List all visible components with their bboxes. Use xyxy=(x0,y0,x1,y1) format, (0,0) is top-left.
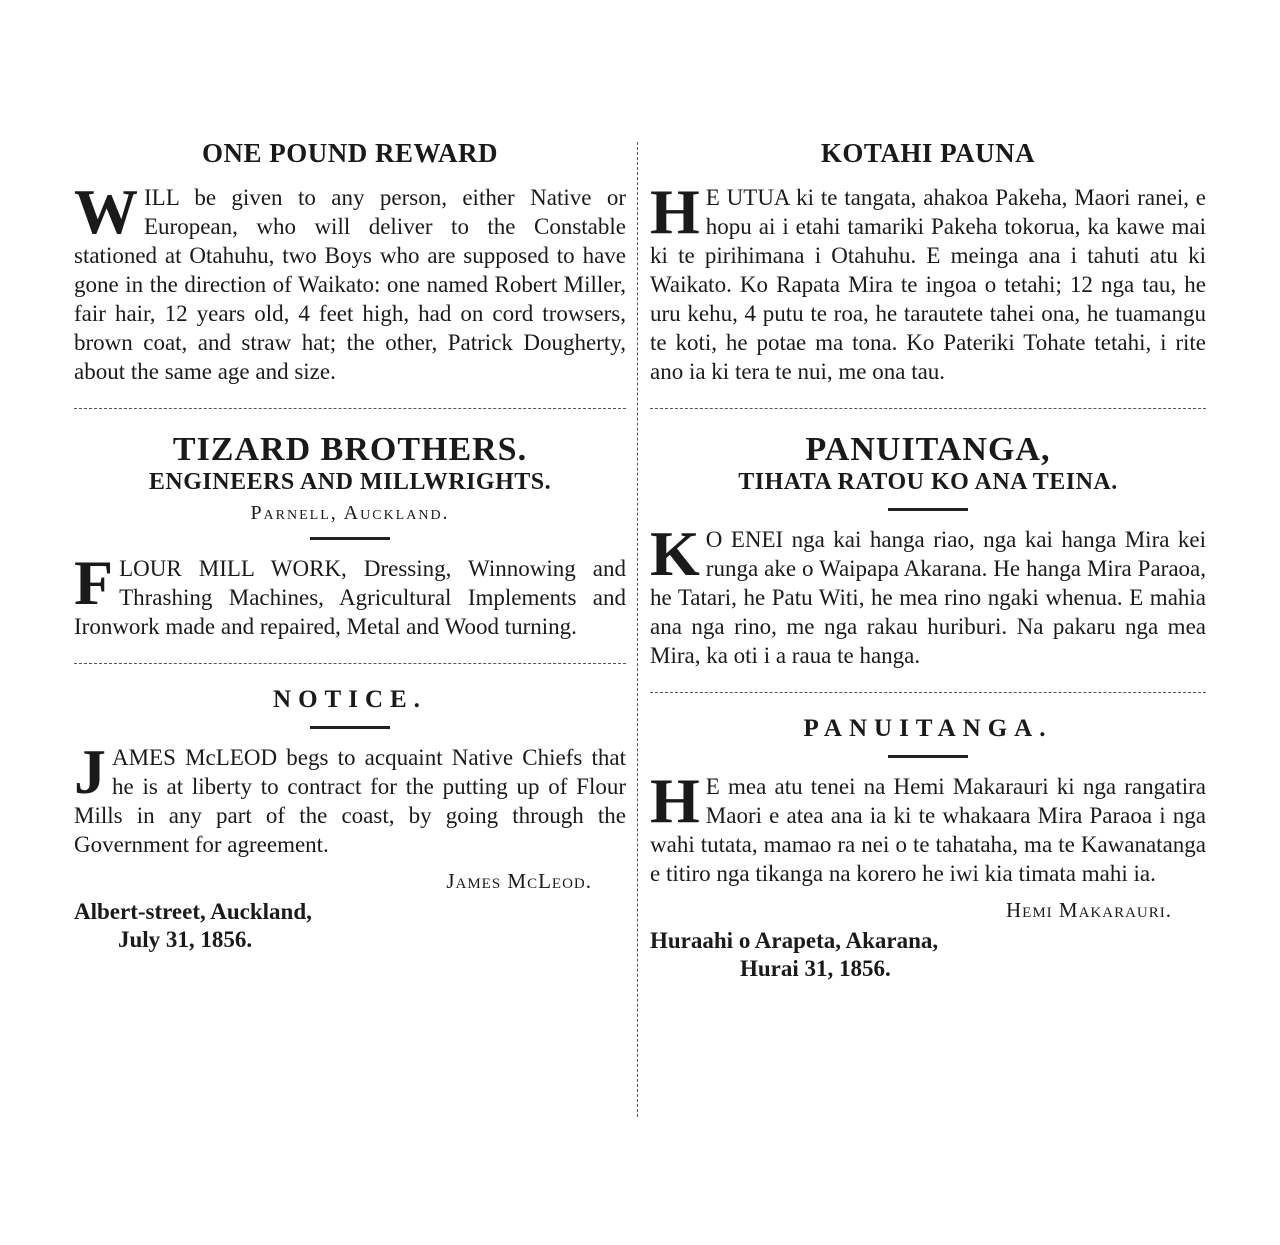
tizard-place: Parnell, Auckland. xyxy=(250,502,450,524)
reward-notice xyxy=(74,138,626,386)
section-divider xyxy=(74,408,626,409)
pauna-title: KOTAHI PAUNA xyxy=(820,138,1036,168)
short-rule xyxy=(888,508,968,511)
reward-title: ONE POUND REWARD xyxy=(201,138,498,168)
mcleod-notice xyxy=(74,686,626,954)
panuitanga-hemi xyxy=(650,715,1206,983)
panuitanga-tihata-subtitle: TIHATA RATOU KO ANA TEINA. xyxy=(738,469,1118,495)
panuitanga-hemi-title: PANUITANGA. xyxy=(803,715,1053,742)
section-divider xyxy=(74,663,626,664)
tizard-body: FLOUR MILL WORK, Dressing, Winnowing and Thrashing Machines, Agricultural Implements and Ironwork made and repaired, Metal and Wood turning. xyxy=(74,547,626,639)
panuitanga-tihata xyxy=(650,431,1206,670)
notice-signature: James McLeod. xyxy=(446,869,592,893)
left-column xyxy=(74,138,626,954)
short-rule xyxy=(310,537,390,540)
pauna-body: HE UTUA ki te tangata, ahakoa Pakeha, Maori ranei, e hopu ai i etahi tamariki Pakeha tokorua, ka kawe mai ki te pirihimana i Otahuhu. E meinga ana i tahuti atu ki Waikato. Ko Rapata Mira te ingoa o tetahi; 12 nga tau, he uru kehu, 4 putu te roa, he tarautete tahei ona, he tuamangu te koti, he potae ma tona. Ko Pateriki Tohate tetahi, i rite ano ia ki tera te nui, me ona tau. xyxy=(650,176,1206,384)
section-divider xyxy=(650,692,1206,693)
short-rule xyxy=(310,726,390,729)
tizard-title: TIZARD BROTHERS. xyxy=(172,431,528,468)
panuitanga-tihata-title: PANUITANGA, xyxy=(805,431,1051,468)
short-rule xyxy=(888,755,968,758)
right-column xyxy=(650,138,1206,983)
notice-address: Albert-street, Auckland, xyxy=(74,899,312,924)
tizard-subtitle: ENGINEERS AND MILLWRIGHTS. xyxy=(148,469,552,495)
column-divider xyxy=(637,142,638,1117)
reward-body: WILL be given to any person, either Native or European, who will deliver to the Constable stationed at Otahuhu, two Boys who are supposed to have gone in the direction of Waikato: one named Robert Miller, fair hair, 12 years old, 4 feet high, had on cord trowsers, brown coat, and straw hat; the other, Patrick Dougherty, about the same age and size. xyxy=(74,176,626,384)
tizard-advertisement xyxy=(74,431,626,641)
panuitanga-hemi-body: HE mea atu tenei na Hemi Makarauri ki nga rangatira Maori e atea ana ia ki te whakaara Mira Paraoa i nga wahi tutata, mamao ra nei o te tahataha, ma te Kawanatanga e titiro nga tikanga na korero he iwi kia timata mahi ia. xyxy=(650,765,1206,886)
panuitanga-hemi-signature: Hemi Makarauri. xyxy=(1005,898,1172,922)
notice-date: July 31, 1856. xyxy=(118,927,253,952)
notice-title: NOTICE. xyxy=(273,686,427,713)
panuitanga-tihata-body: KO ENEI nga kai hanga riao, nga kai hanga Mira kei runga ake o Waipapa Akarana. He hanga Mira Paraoa, he Tatari, he Patu Witi, he mea rino ngaki whenua. E mahia ana nga rino, me nga rakau huriburi. Na pakaru nga mea Mira, ka oti i a raua te hanga. xyxy=(650,518,1206,668)
pauna-notice xyxy=(650,138,1206,386)
section-divider xyxy=(650,408,1206,409)
notice-body: JAMES McLEOD begs to acquaint Native Chiefs that he is at liberty to contract for the putting up of Flour Mills in any part of the coast, by going through the Government for agreement. xyxy=(74,736,626,857)
panuitanga-hemi-address: Huraahi o Arapeta, Akarana, xyxy=(650,928,939,953)
panuitanga-hemi-date: Hurai 31, 1856. xyxy=(740,956,891,981)
